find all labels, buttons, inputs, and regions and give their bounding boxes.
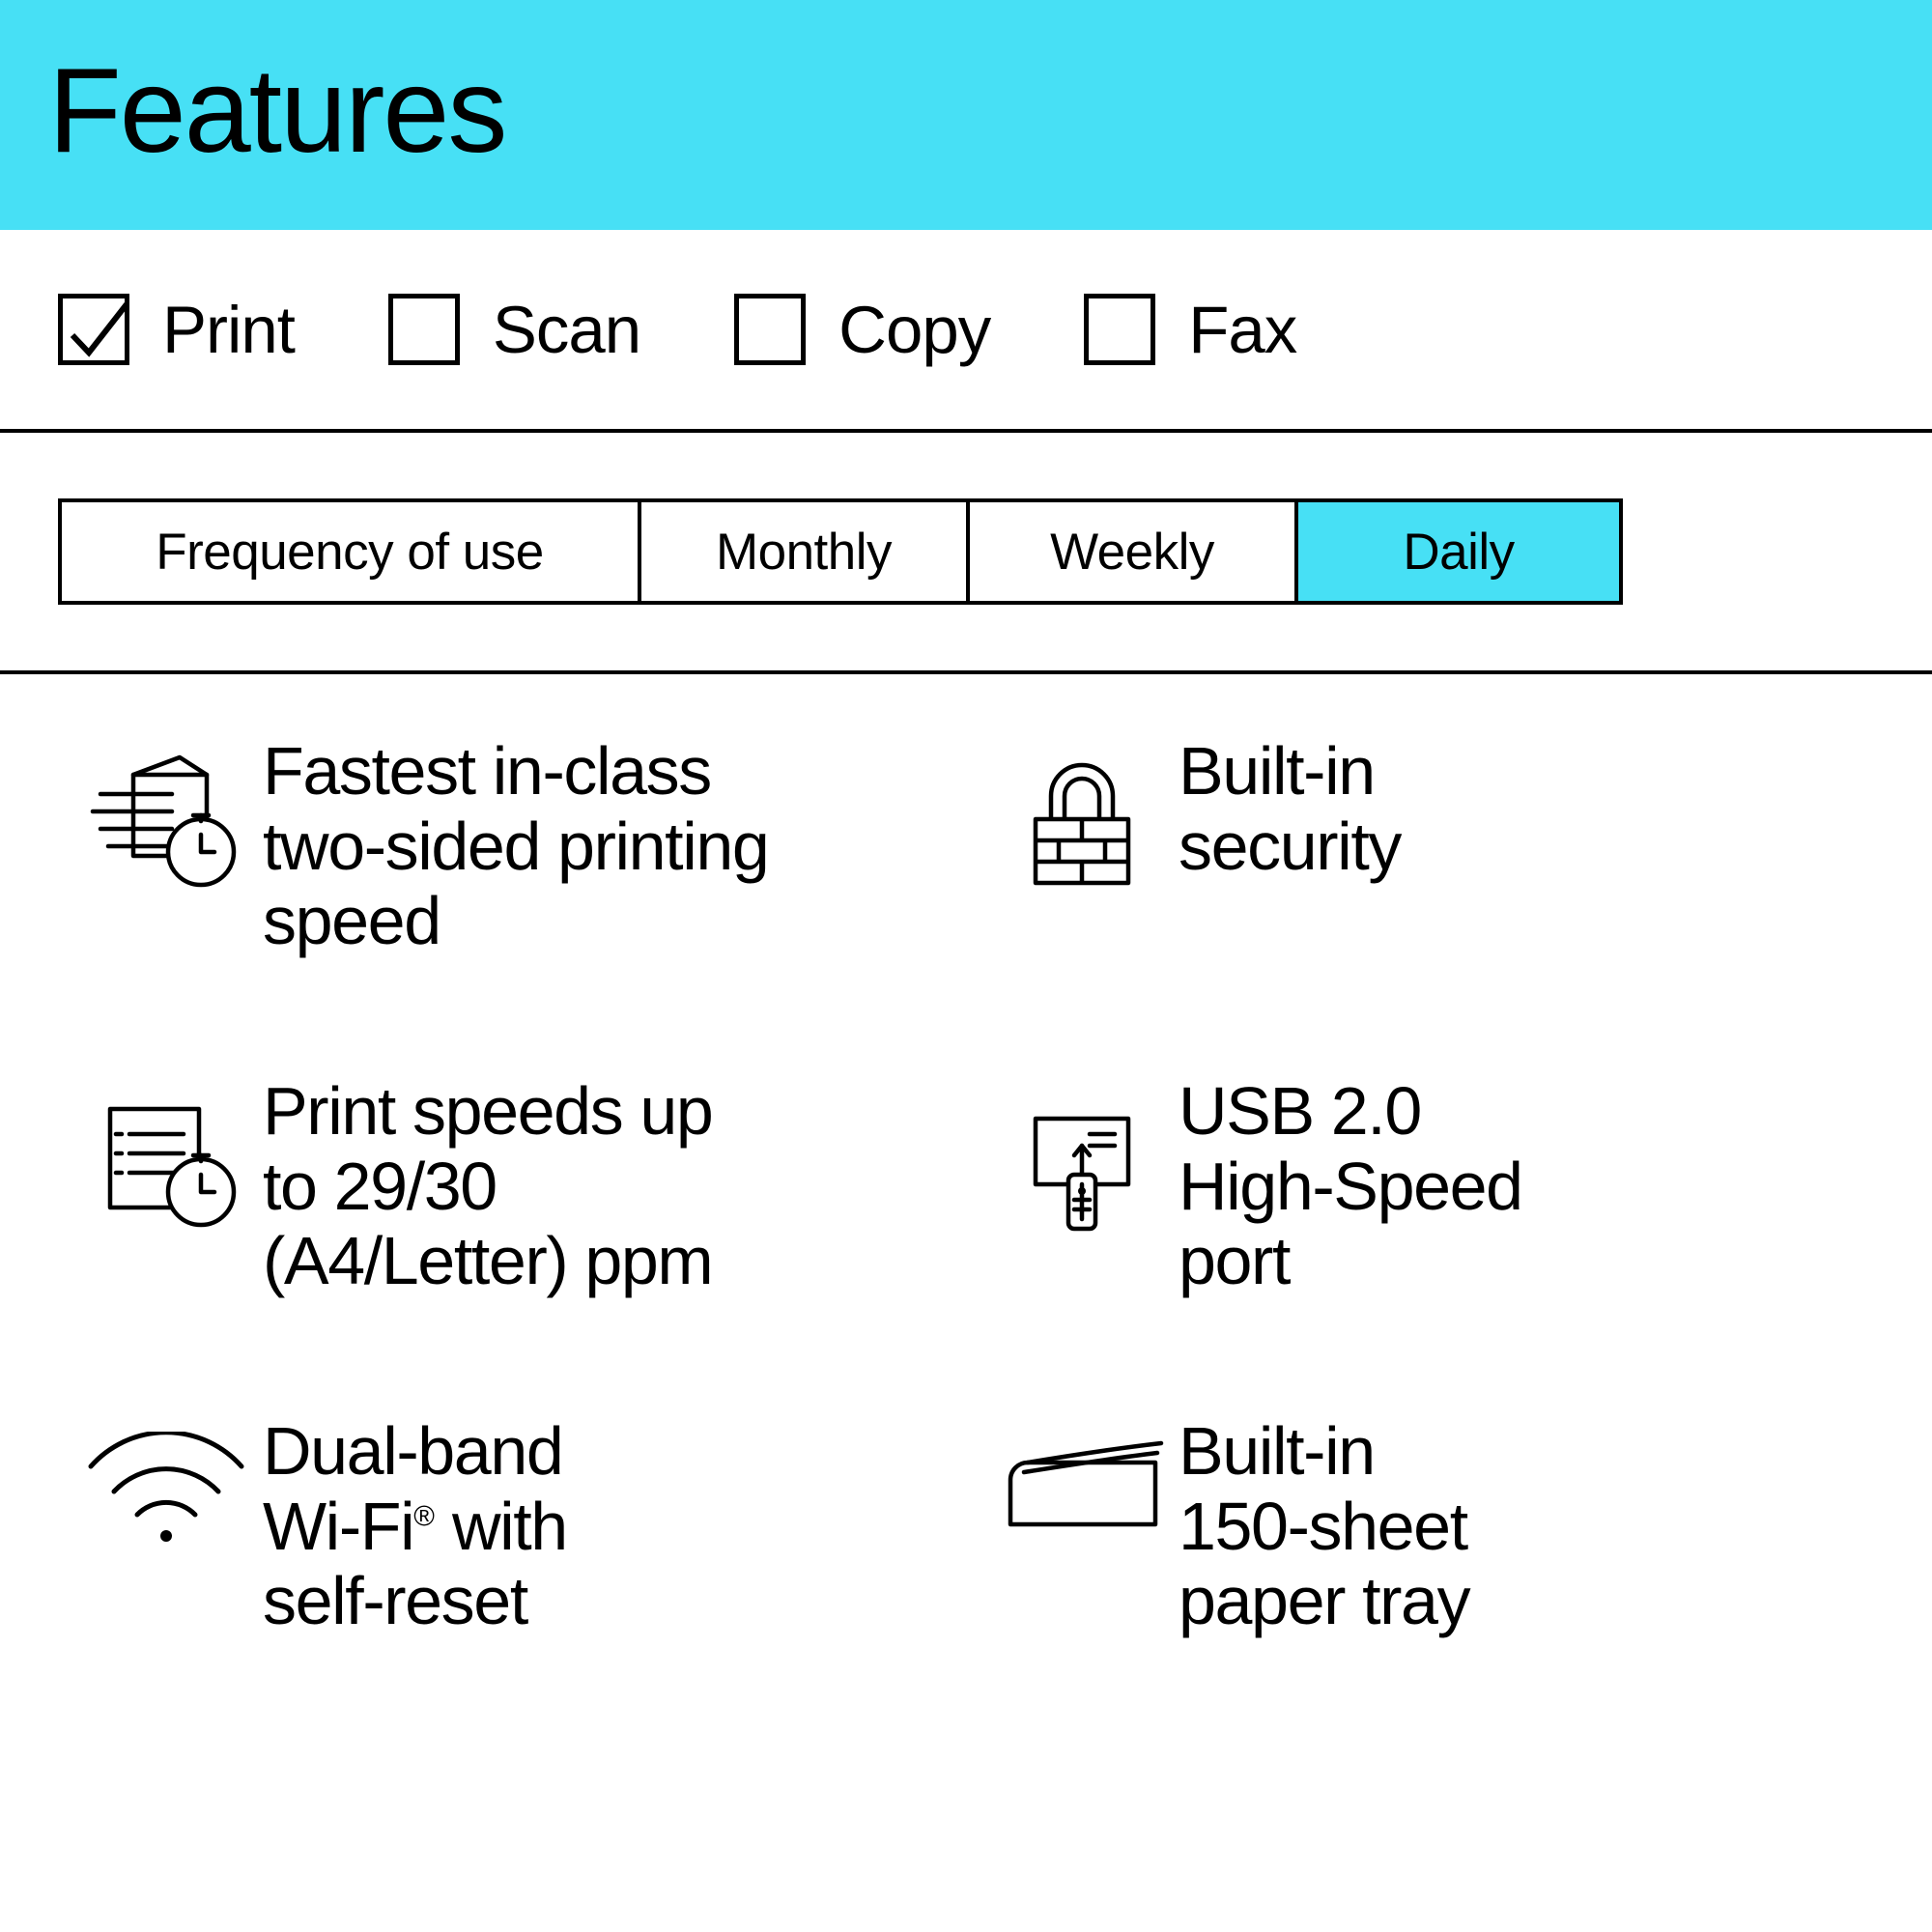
checkbox-checked-icon[interactable] bbox=[58, 294, 129, 365]
page-title: Features bbox=[48, 44, 506, 178]
print-speed-icon bbox=[70, 1074, 263, 1246]
feature-item bbox=[966, 1074, 1932, 1414]
wifi-icon bbox=[70, 1414, 263, 1548]
capability-label: Fax bbox=[1188, 292, 1297, 367]
features-grid bbox=[0, 674, 1932, 1754]
frequency-option-weekly[interactable]: Weekly bbox=[966, 498, 1294, 605]
capability-label: Copy bbox=[838, 292, 991, 367]
feature-item bbox=[0, 1414, 966, 1754]
frequency-row bbox=[0, 433, 1932, 674]
feature-text: Built-in security bbox=[1179, 733, 1401, 884]
checkbox-icon[interactable] bbox=[1084, 294, 1155, 365]
frequency-option-monthly[interactable]: Monthly bbox=[638, 498, 966, 605]
paper-tray-icon bbox=[985, 1414, 1179, 1548]
capability-print[interactable] bbox=[58, 294, 295, 365]
capability-label: Print bbox=[162, 292, 295, 367]
feature-text: USB 2.0 High-Speed port bbox=[1179, 1073, 1522, 1299]
capability-scan[interactable] bbox=[388, 294, 640, 365]
checkbox-icon[interactable] bbox=[388, 294, 460, 365]
feature-text: Dual-band Wi-Fi® with self-reset bbox=[263, 1413, 567, 1639]
feature-item bbox=[966, 734, 1932, 1074]
frequency-table bbox=[58, 498, 1623, 605]
feature-text-wifi: Wi-Fi® with bbox=[263, 1488, 567, 1564]
frequency-option-daily[interactable]: Daily bbox=[1294, 498, 1623, 605]
lock-icon bbox=[985, 734, 1179, 906]
usb-port-icon bbox=[985, 1074, 1179, 1246]
frequency-label: Frequency of use bbox=[58, 498, 638, 605]
capability-label: Scan bbox=[492, 292, 641, 367]
feature-text: Print speeds up to 29/30 (A4/Letter) ppm bbox=[263, 1073, 713, 1299]
feature-item bbox=[0, 734, 966, 1074]
checkbox-icon[interactable] bbox=[734, 294, 806, 365]
feature-text: Built-in 150-sheet paper tray bbox=[1179, 1413, 1470, 1639]
duplex-print-speed-icon bbox=[70, 734, 263, 906]
feature-item bbox=[966, 1414, 1932, 1754]
feature-text: Fastest in-class two-sided printing speed bbox=[263, 733, 769, 959]
capability-copy[interactable] bbox=[734, 294, 990, 365]
capabilities-row bbox=[0, 230, 1932, 433]
capability-fax[interactable] bbox=[1084, 294, 1296, 365]
page-banner bbox=[0, 0, 1932, 230]
feature-item bbox=[0, 1074, 966, 1414]
